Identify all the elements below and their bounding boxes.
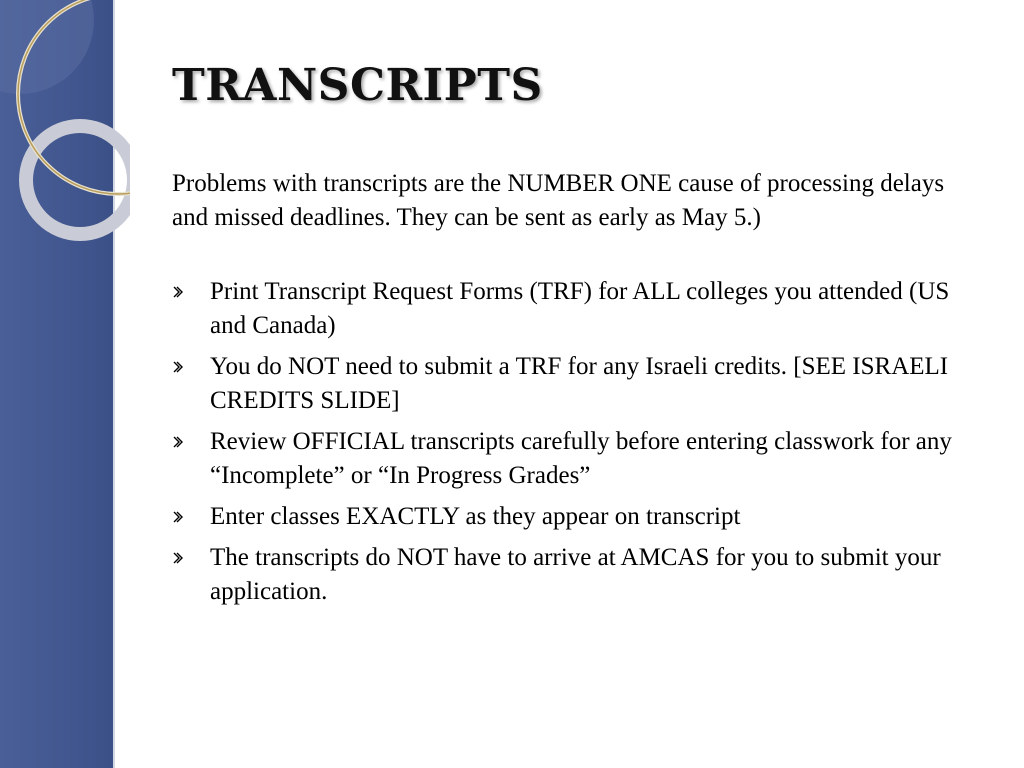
list-item-text: The transcripts do NOT have to arrive at AMCAS for you to submit your application. xyxy=(210,543,941,605)
ring-filled xyxy=(0,0,94,94)
list-item xyxy=(172,350,952,418)
bullet-list xyxy=(172,275,952,609)
slide-title: TRANSCRIPTS xyxy=(172,60,543,111)
intro-paragraph: Problems with transcripts are the NUMBER ONE cause of processing delays and missed deadlines. They can be sent as early as May 5.) xyxy=(172,169,945,231)
chevron-right-icon xyxy=(172,286,184,298)
list-item-text: Print Transcript Request Forms (TRF) for ALL colleges you attended (US and Canada) xyxy=(210,277,950,339)
chevron-right-icon xyxy=(172,436,184,448)
ring-gray xyxy=(26,126,130,234)
list-item xyxy=(172,500,952,534)
slide-content xyxy=(172,60,982,616)
chevron-right-icon xyxy=(172,361,184,373)
list-item-text: You do NOT need to submit a TRF for any Israeli credits. [SEE ISRAELI CREDITS SLIDE] xyxy=(210,352,949,414)
list-item xyxy=(172,275,952,343)
chevron-right-icon xyxy=(172,511,184,523)
list-item-text: Review OFFICIAL transcripts carefully before entering classwork for any “Incomplete” or “In Progress Grades” xyxy=(210,427,952,489)
decorative-rings xyxy=(0,0,130,260)
list-item xyxy=(172,425,952,493)
list-item xyxy=(172,541,952,609)
chevron-right-icon xyxy=(172,552,184,564)
list-item-text: Enter classes EXACTLY as they appear on transcript xyxy=(210,502,741,530)
